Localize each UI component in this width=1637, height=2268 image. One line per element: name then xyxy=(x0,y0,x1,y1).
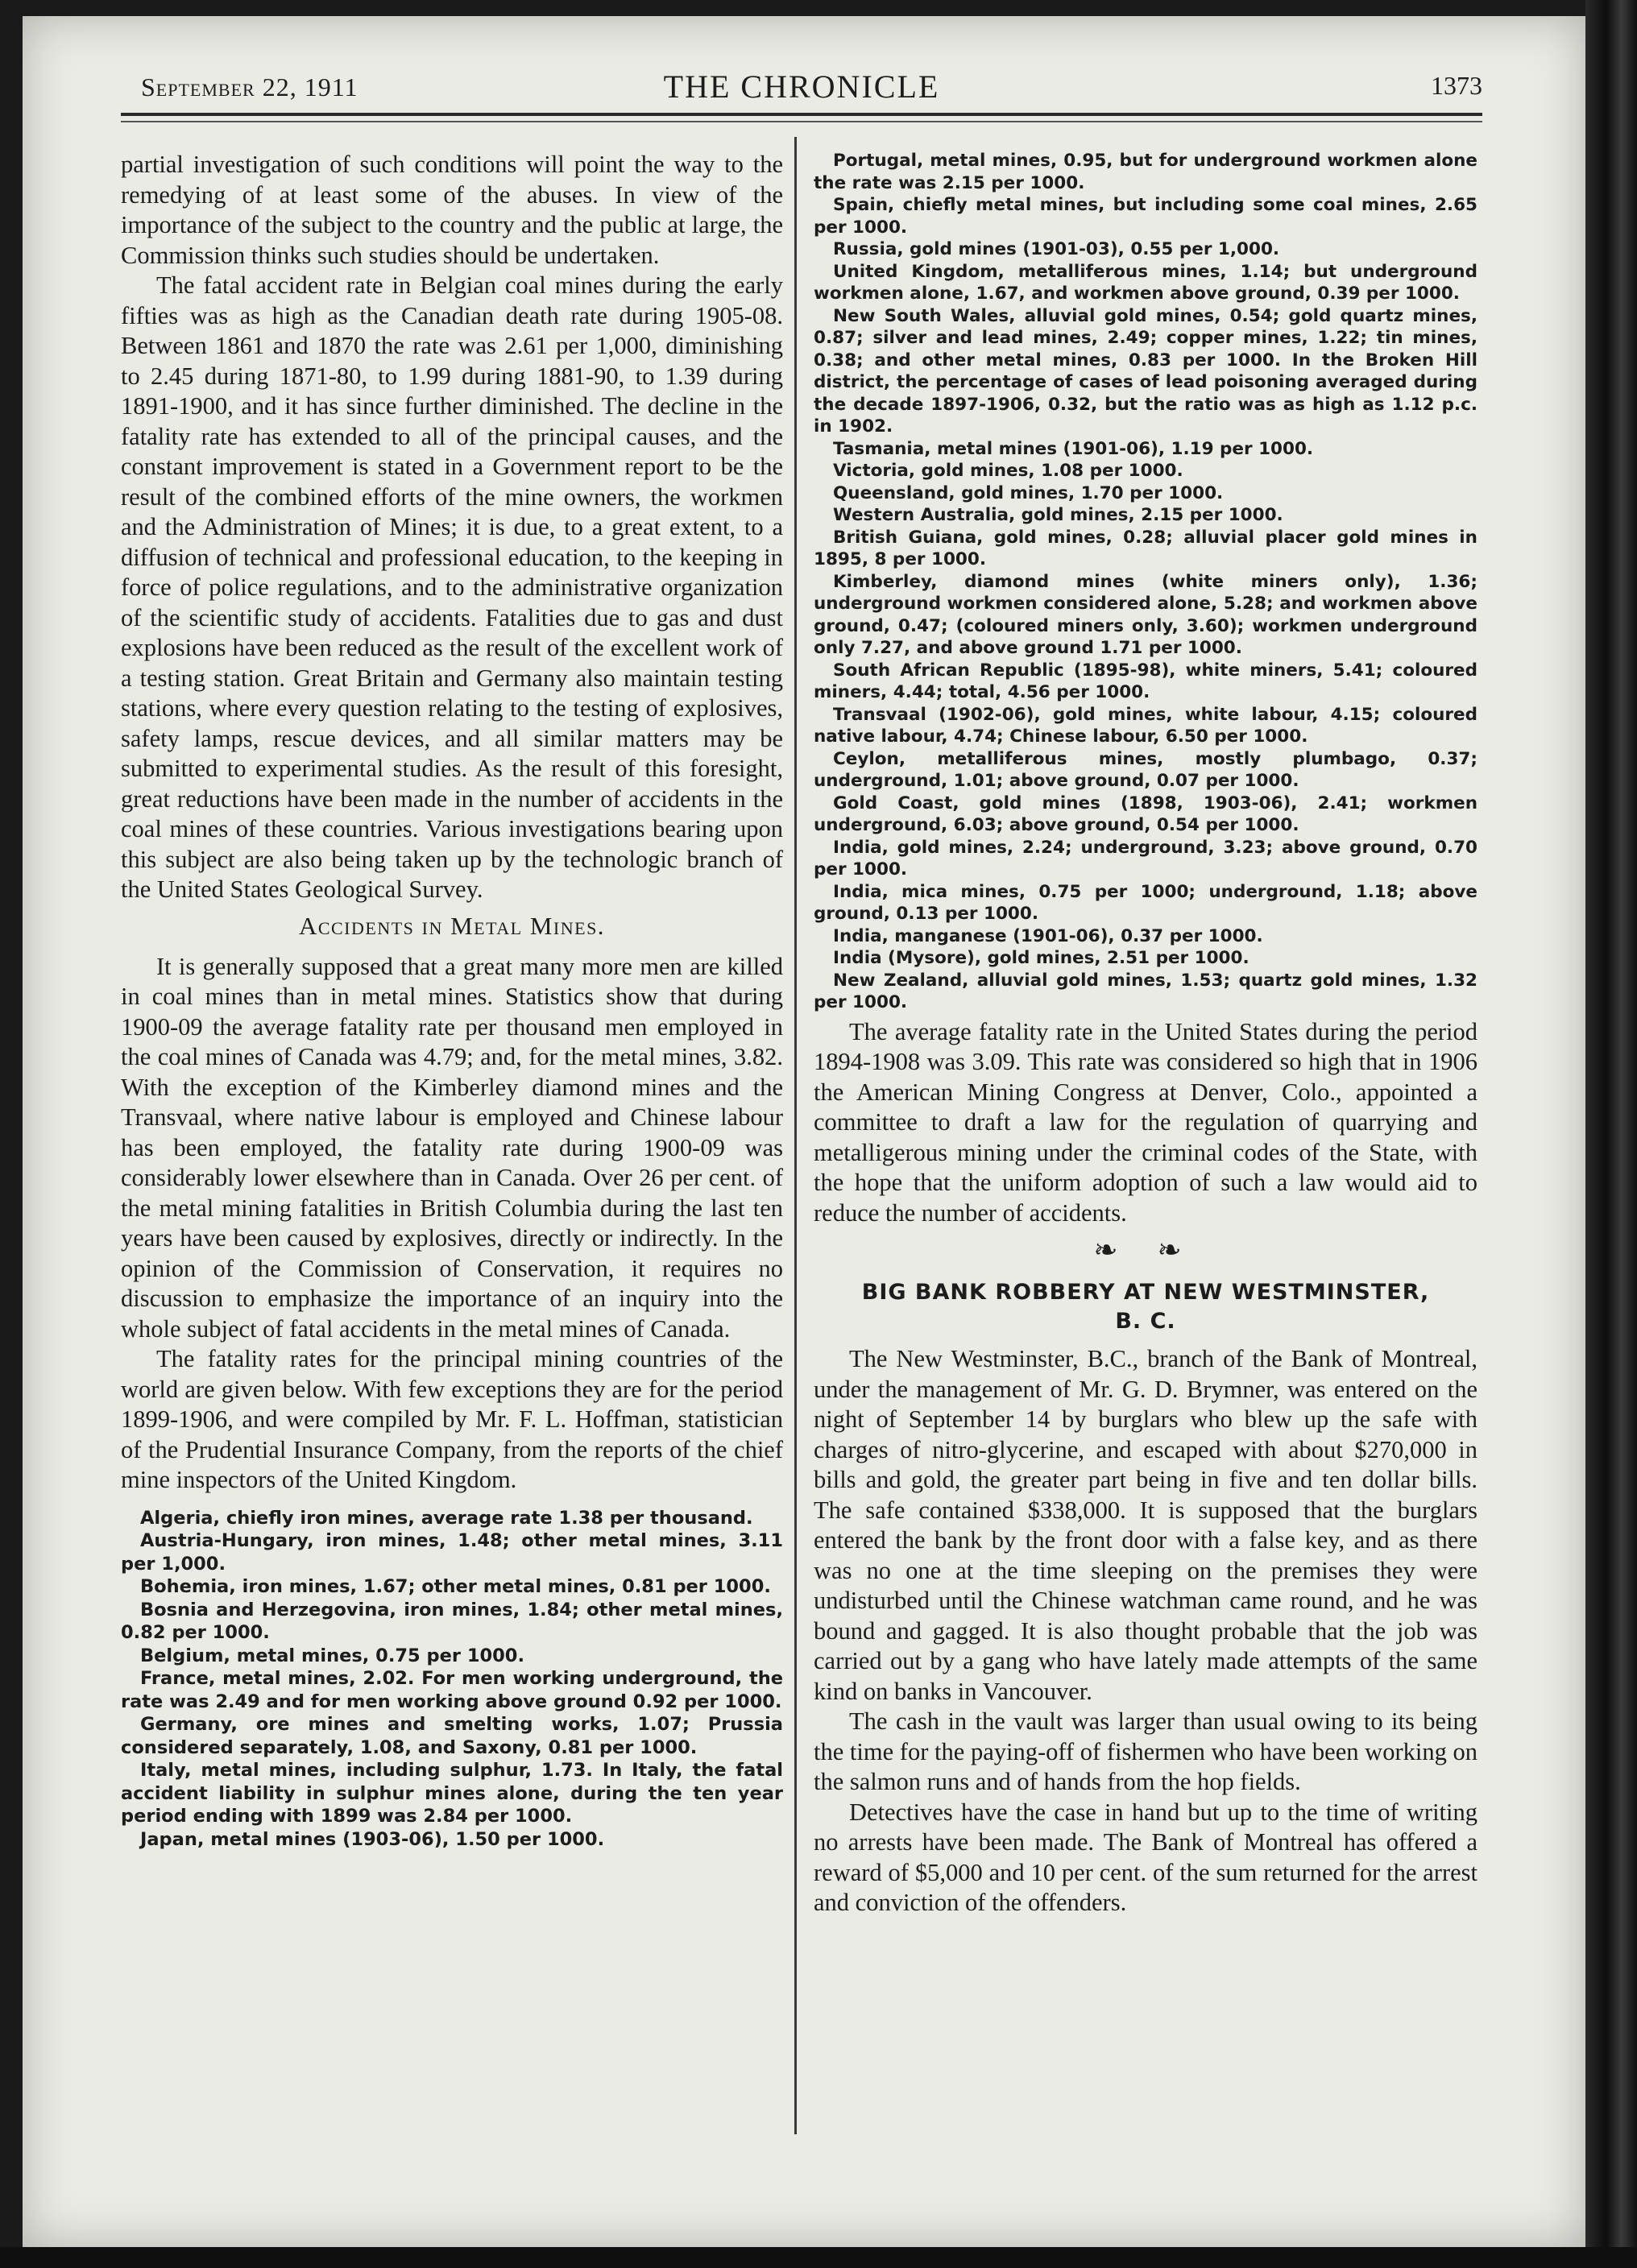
stat-entry: India, mica mines, 0.75 per 1000; underground, 1.18; above ground, 0.13 per 1000. xyxy=(814,881,1477,924)
paragraph: The cash in the vault was larger than usual owing to its being the time for the paying-off of fishermen who have been working on the salmon runs and of hands from the hop fields. xyxy=(814,1707,1477,1795)
stat-entry: Queensland, gold mines, 1.70 per 1000. xyxy=(833,482,1224,503)
section-text xyxy=(121,952,783,1496)
fatality-stats-list-continued xyxy=(814,150,1477,1014)
left-column xyxy=(121,150,783,1851)
stat-entry: New Zealand, alluvial gold mines, 1.53; quartz gold mines, 1.32 per 1000. xyxy=(814,970,1477,1012)
paragraph: partial investigation of such conditions will point the way to the remedying of at least some of the abuses. In view of the importance of the subject to the country and the public at large, the Commission thinks such studies should be undertaken. xyxy=(121,151,783,269)
stat-entry: Portugal, metal mines, 0.95, but for underground workmen alone the rate was 2.15 per 1000. xyxy=(814,151,1477,193)
headline-line: BIG BANK ROBBERY AT NEW WESTMINSTER, xyxy=(861,1280,1430,1305)
stat-entry: Western Australia, gold mines, 2.15 per 1000. xyxy=(833,505,1283,525)
closing-text xyxy=(814,1017,1477,1229)
paragraph: The fatality rates for the principal mining countries of the world are given below. With few exceptions they are for the period 1899-1906, and were compiled by Mr. F. L. Hoffman, statistician of the Prudential Insurance Company, from the reports of the chief mine inspectors of the United Kingdom. xyxy=(121,1345,783,1493)
column-divider xyxy=(794,137,797,2134)
paragraph: The fatal accident rate in Belgian coal mines during the early fifties was as high as the Canadian death rate during 1905-08. Between 1861 and 1870 the rate was 2.61 per 1,000, diminishing to 2.45 during 1871-80, to 1.99 during 1881-90, to 1.39 during 1891-1900, and it has since further diminished. The decline in the fatality rate has extended to all of the principal causes, and the constant improvement is stated in a Government report to be the result of the combined efforts of the mine owners, the workmen and the Administration of Mines; it is due, to a great extent, to a diffusion of technical and professional education, to the keeping in force of police regulations, and to the administrative organization of the scientific study of accidents. Fatalities due to gas and dust explosions have been reduced as the result of the excellent work of a testing station. Great Britain and Germany also maintain testing stations, where every question relating to the testing of explosives, safety lamps, rescue devices, and all similar matters may be submitted to experimental studies. As the result of this foresight, great reductions have been made in the number of accidents in the coal mines of these countries. Various investigations bearing upon this subject are also being taken up by the technologic branch of the United States Geological Survey. xyxy=(121,271,783,903)
paragraph: Detectives have the case in hand but up to the time of writing no arrests have been made. The Bank of Montreal has offered a reward of $5,000 and 10 per cent. of the sum returned for the arrest and conviction of the offenders. xyxy=(814,1798,1477,1916)
article-headline xyxy=(814,1278,1477,1336)
stat-entry: India (Mysore), gold mines, 2.51 per 1000. xyxy=(833,948,1250,968)
stat-entry: Germany, ore mines and smelting works, 1.07; Prussia considered separately, 1.08, and Saxony, 0.81 per 1000. xyxy=(121,1714,783,1758)
stat-entry: Gold Coast, gold mines (1898, 1903-06), 2.41; workmen underground, 6.03; above ground, 0.54 per 1000. xyxy=(814,793,1477,835)
page-edge-right xyxy=(1585,0,1637,2268)
stat-entry: South African Republic (1895-98), white miners, 5.41; coloured miners, 4.44; total, 4.56 per 1000. xyxy=(814,660,1477,702)
stat-entry: Victoria, gold mines, 1.08 per 1000. xyxy=(833,461,1183,481)
right-column xyxy=(814,150,1477,1918)
paragraph: The New Westminster, B.C., branch of the Bank of Montreal, under the management of Mr. G. D. Brymner, was entered on the night of September 14 by burglars who blew up the safe with charges of nitro-glycerine, and escaped with about $270,000 in bills and gold, the greater part being in five and ten dollar bills. The safe contained $338,000. It is supposed that the burglars entered the bank by the front door with a false key, and as there was no one at the time sleeping on the premises they were undisturbed until the Chinese watchman came round, and he was bound and gagged. It is also thought probable that the job was carried out by a gang who have lately made attempts of the same kind on banks in Vancouver. xyxy=(814,1345,1477,1705)
stat-entry: Italy, metal mines, including sulphur, 1.73. In Italy, the fatal accident liability in sulphur mines alone, during the ten year period ending with 1899 was 2.84 per 1000. xyxy=(121,1760,783,1827)
paragraph: It is generally supposed that a great many more men are killed in coal mines than in metal mines. Statistics show that during 1900-09 the average fatality rate per thousand men employed in the coal mines of Canada was 4.79; and, for the metal mines, 3.82. With the exception of the Kimberley diamond mines and the Transvaal, where native labour is employed and Chinese labour has been employed, the fatality rate during 1900-09 was considerably lower elsewhere than in Canada. Over 26 per cent. of the metal mining fatalities in British Columbia during the last ten years have been caused by explosives, directly or indirectly. In the opinion of the Commission of Conservation, it requires no discussion to emphasize the importance of an inquiry into the whole subject of fatal accidents in the metal mines of Canada. xyxy=(121,952,783,1343)
stat-entry: New South Wales, alluvial gold mines, 0.54; gold quartz mines, 0.87; silver and lead mines, 2.49; copper mines, 1.22; tin mines, 0.38; and other metal mines, 0.83 per 1000. In the Broken Hill district, the percentage of cases of lead poisoning averaged during the decade 1897-1906, 0.32, but the ratio was as high as 1.12 p.c. in 1902. xyxy=(814,305,1477,437)
stat-entry: Japan, metal mines (1903-06), 1.50 per 1000. xyxy=(140,1828,605,1850)
stat-entry: Russia, gold mines (1901-03), 0.55 per 1,000. xyxy=(833,239,1280,259)
left-intro-text xyxy=(121,150,783,905)
stat-entry: India, manganese (1901-06), 0.37 per 1000. xyxy=(833,925,1263,946)
stat-entry: Belgium, metal mines, 0.75 per 1000. xyxy=(140,1645,524,1666)
headline-line: B. C. xyxy=(1115,1309,1176,1334)
stat-entry: United Kingdom, metalliferous mines, 1.14; but underground workmen alone, 1.67, and workmen above ground, 0.39 per 1000. xyxy=(814,261,1477,304)
header-title: THE CHRONICLE xyxy=(663,68,940,105)
page-edge-bottom xyxy=(0,2247,1637,2268)
header-date: September 22, 1911 xyxy=(141,72,358,101)
stat-entry: Kimberley, diamond mines (white miners only), 1.36; underground workmen considered alone, 5.28; and workmen above ground, 0.47; (coloured miners only, 3.60); workmen underground only 7.27, and above ground 1.71 per 1000. xyxy=(814,571,1477,658)
stat-entry: Bohemia, iron mines, 1.67; other metal mines, 0.81 per 1000. xyxy=(140,1576,771,1597)
stat-entry: Austria-Hungary, iron mines, 1.48; other metal mines, 3.11 per 1,000. xyxy=(121,1530,783,1575)
fatality-stats-list xyxy=(121,1507,783,1852)
article-text xyxy=(814,1344,1477,1918)
stat-entry: Algeria, chiefly iron mines, average rate 1.38 per thousand. xyxy=(140,1507,753,1529)
stat-entry: Transvaal (1902-06), gold mines, white labour, 4.15; coloured native labour, 4.74; Chinese labour, 6.50 per 1000. xyxy=(814,704,1477,747)
paragraph: The average fatality rate in the United States during the period 1894-1908 was 3.09. This rate was considered so high that in 1906 the American Mining Congress at Denver, Colo., appointed a committee to draft a law for the regulation of quarrying and metalligerous mining under the criminal codes of the State, with the hope that the uniform adoption of such a law would aid to reduce the number of accidents. xyxy=(814,1017,1477,1227)
stat-entry: France, metal mines, 2.02. For men working underground, the rate was 2.49 and for men working above ground 0.92 per 1000. xyxy=(121,1668,783,1712)
header-page-number: 1373 xyxy=(1431,71,1482,100)
section-heading: Accidents in Metal Mines. xyxy=(298,911,606,940)
header-rule xyxy=(121,113,1482,116)
ornament-divider: ❧ ❧ xyxy=(1093,1234,1198,1266)
stat-entry: Spain, chiefly metal mines, but including some coal mines, 2.65 per 1000. xyxy=(814,195,1477,238)
header-rule-thin xyxy=(121,121,1482,122)
stat-entry: Bosnia and Herzegovina, iron mines, 1.84; other metal mines, 0.82 per 1000. xyxy=(121,1599,783,1643)
stat-entry: British Guiana, gold mines, 0.28; alluvial placer gold mines in 1895, 8 per 1000. xyxy=(814,527,1477,569)
stat-entry: Ceylon, metalliferous mines, mostly plumbago, 0.37; underground, 1.01; above ground, 0.07 per 1000. xyxy=(814,748,1477,791)
stat-entry: Tasmania, metal mines (1901-06), 1.19 per 1000. xyxy=(833,438,1314,459)
stat-entry: India, gold mines, 2.24; underground, 3.23; above ground, 0.70 per 1000. xyxy=(814,837,1477,879)
